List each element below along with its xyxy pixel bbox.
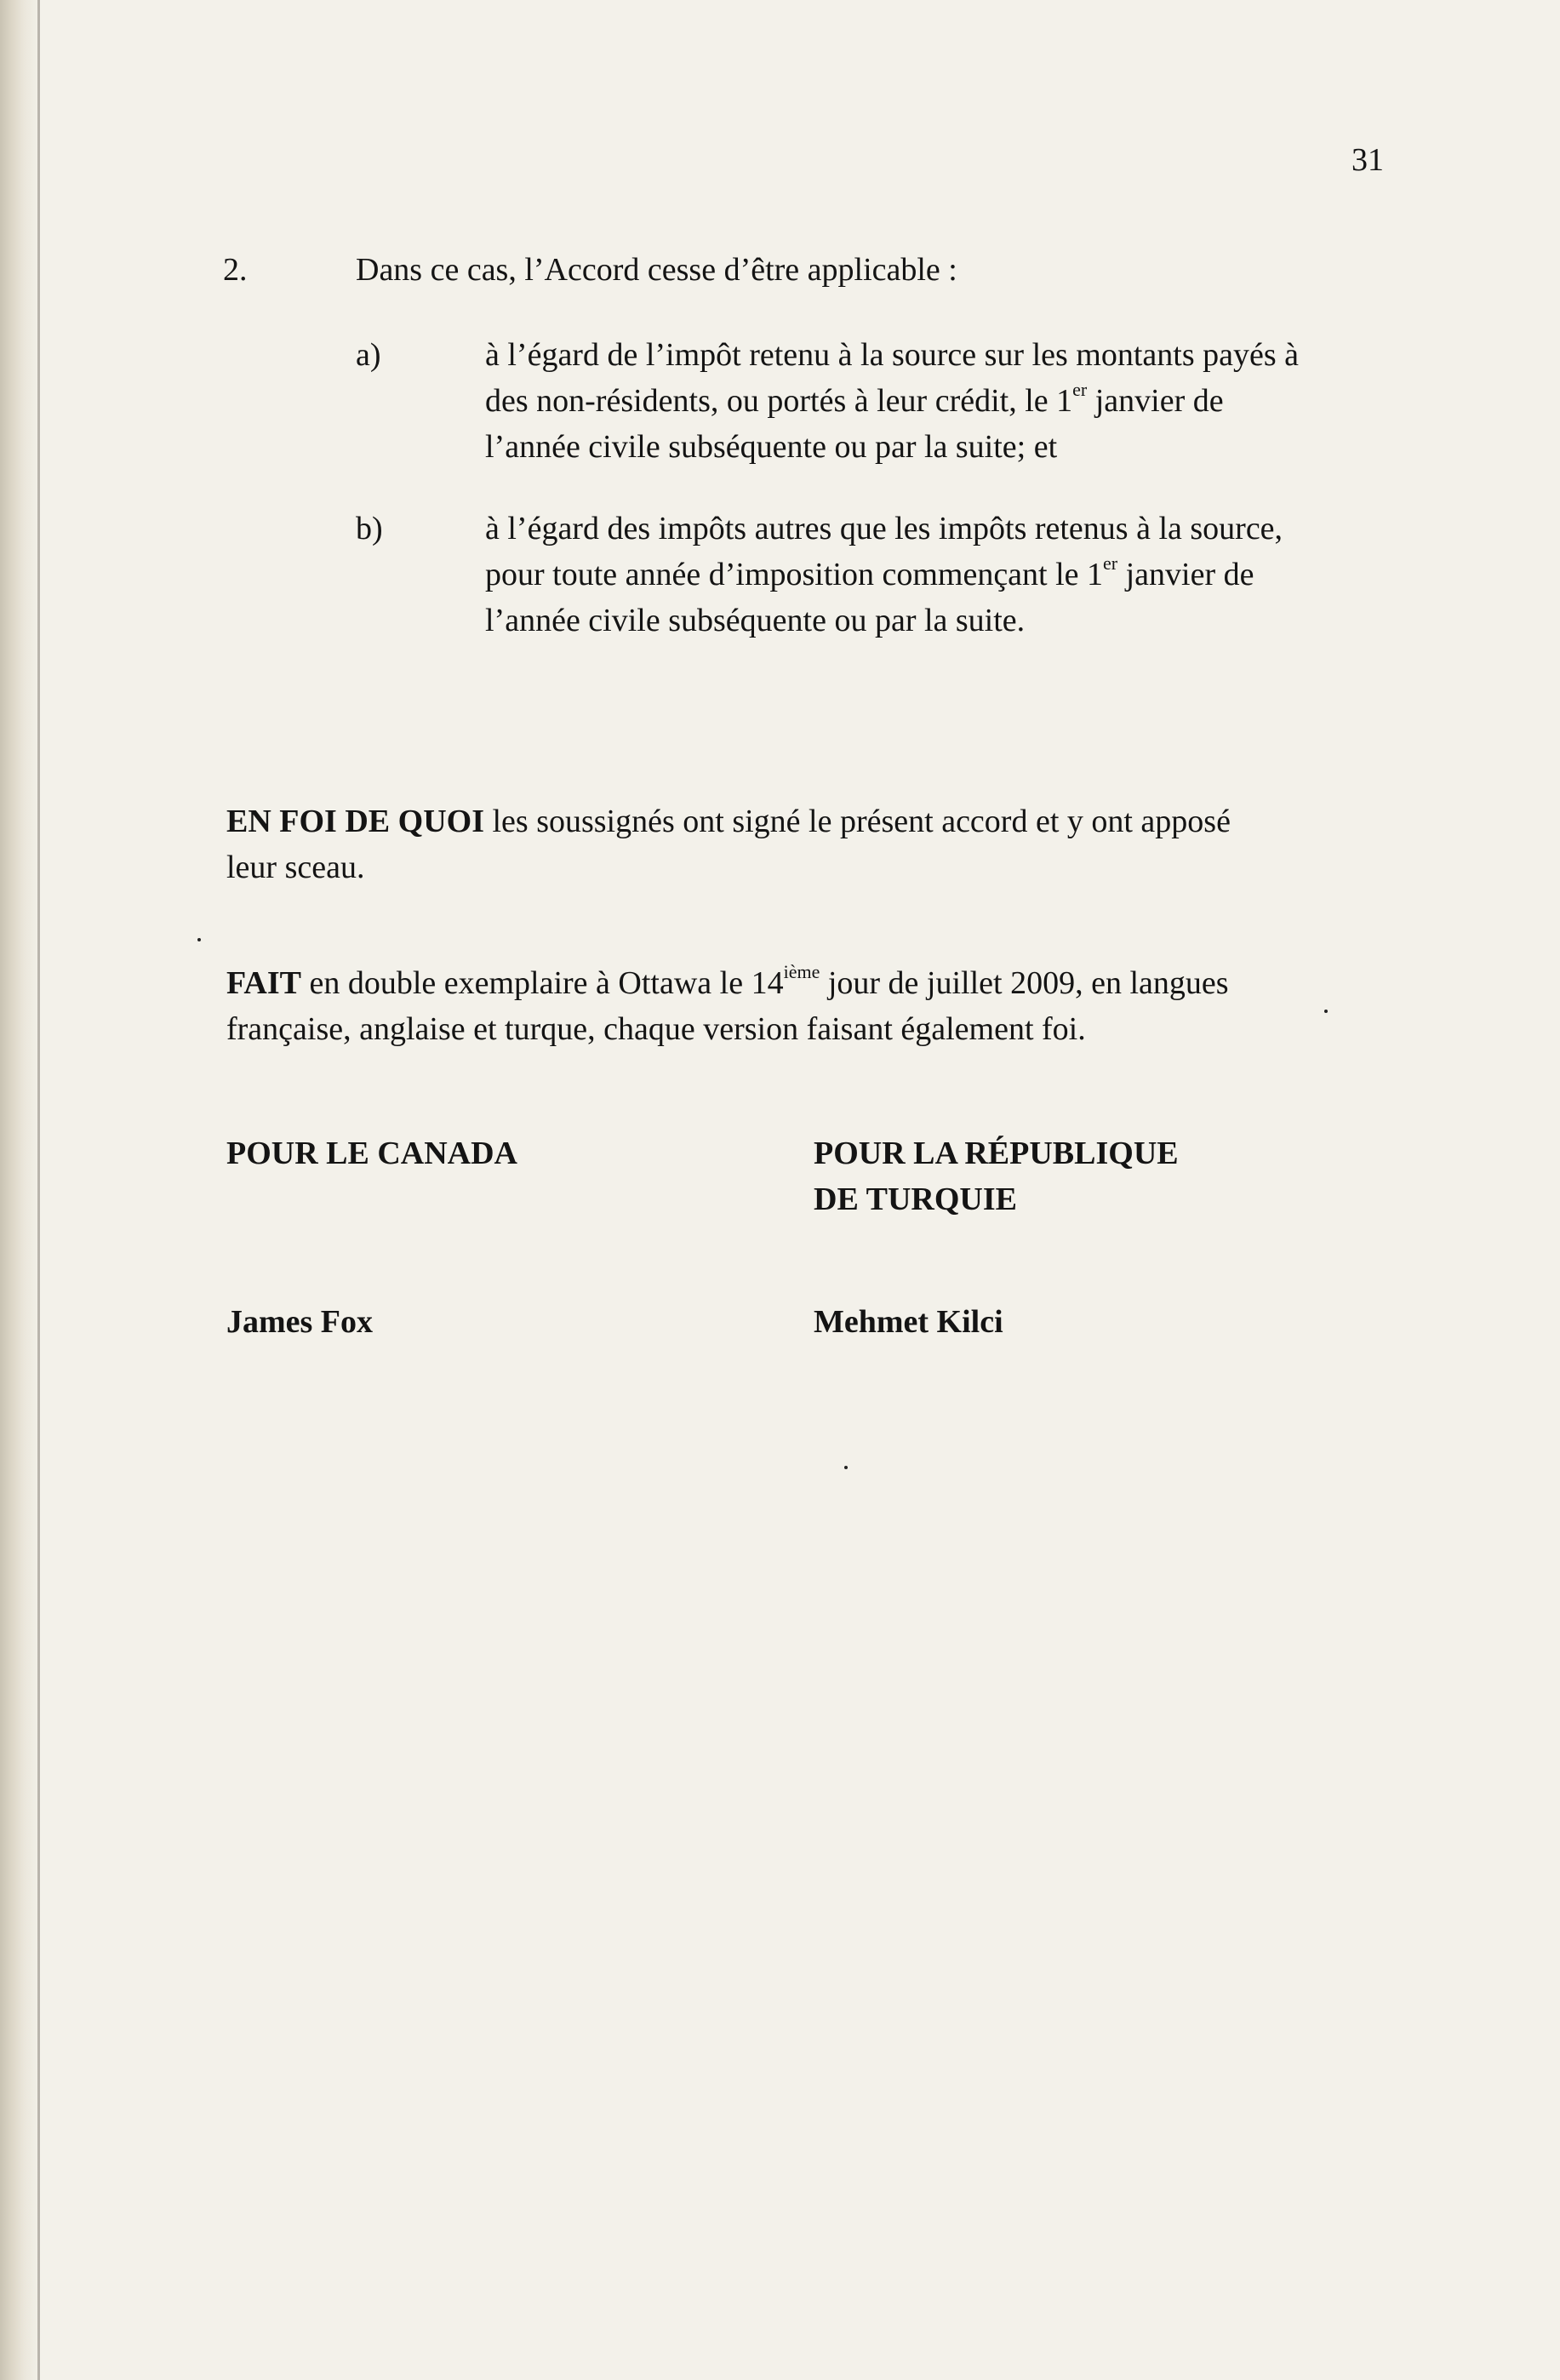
witness-lead: EN FOI DE QUOI — [226, 804, 484, 839]
item-b-line-2-after: janvier de — [1117, 557, 1254, 592]
item-a-line-2 — [485, 378, 1387, 424]
witness-paragraph — [226, 798, 1367, 890]
signatory-turkey: Mehmet Kilci — [814, 1304, 1003, 1340]
witness-line-1 — [226, 798, 1367, 844]
done-rest-a: en double exemplaire à Ottawa le 14 — [300, 965, 784, 1001]
item-b-line-3: l’année civile subséquente ou par la suite. — [485, 603, 1026, 638]
done-lead: FAIT — [226, 965, 301, 1001]
signature-heading-canada: POUR LE CANADA — [226, 1136, 517, 1171]
item-a-line-3: l’année civile subséquente ou par la suite; et — [485, 429, 1058, 465]
item-b-line-2-sup: er — [1103, 552, 1118, 575]
item-a-label: a) — [356, 337, 381, 373]
page-number: 31 — [1351, 142, 1384, 178]
scan-speck — [1324, 1010, 1328, 1013]
signature-heading-turkey-line-1: POUR LA RÉPUBLIQUE — [814, 1136, 1179, 1171]
item-b-label: b) — [356, 511, 383, 546]
item-b-line-2-text: pour toute année d’imposition commençant le 1 — [485, 557, 1104, 592]
item-a-body — [485, 332, 1387, 470]
signature-heading-turkey — [814, 1130, 1179, 1222]
section-number: 2. — [223, 252, 248, 288]
scan-speck — [197, 938, 201, 941]
item-a-line-2-sup: er — [1072, 379, 1088, 401]
witness-rest: les soussignés ont signé le présent accord et y ont apposé — [483, 804, 1231, 839]
item-a-line-2-text: des non-résidents, ou portés à leur crédit, le 1 — [485, 383, 1073, 419]
page-binding-shadow — [0, 0, 41, 2380]
done-rest-b: jour de juillet 2009, en langues — [820, 965, 1229, 1001]
item-a-line-2-after: janvier de — [1087, 383, 1224, 419]
item-b-line-1: à l’égard des impôts autres que les impôts retenus à la source, — [485, 511, 1283, 546]
done-line-1 — [226, 960, 1367, 1006]
done-line-2: française, anglaise et turque, chaque version faisant également foi. — [226, 1011, 1086, 1047]
signature-heading-turkey-line-2: DE TURQUIE — [814, 1181, 1017, 1217]
section-intro: Dans ce cas, l’Accord cesse d’être applicable : — [356, 252, 957, 288]
signatory-canada: James Fox — [226, 1304, 374, 1340]
item-b-body — [485, 506, 1387, 644]
scan-speck — [844, 1466, 848, 1469]
done-paragraph — [226, 960, 1367, 1052]
page-edge-line — [37, 0, 40, 2380]
item-a-line-1: à l’égard de l’impôt retenu à la source sur les montants payés à — [485, 337, 1299, 373]
witness-line-2: leur sceau. — [226, 850, 365, 885]
done-sup: ième — [783, 961, 820, 983]
item-b-line-2 — [485, 552, 1387, 598]
